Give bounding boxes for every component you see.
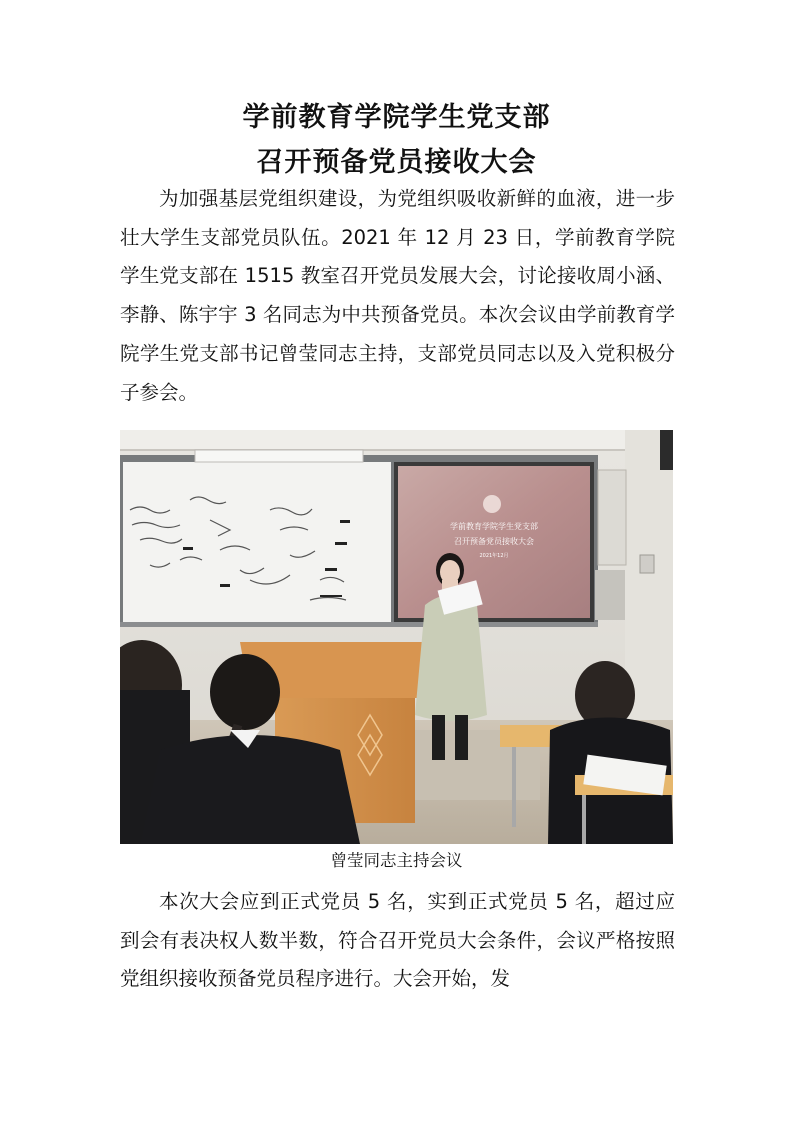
body-paragraph-2: 本次大会应到正式党员 5 名，实到正式党员 5 名，超过应到会有表决权人数半数，符合召开党员大会条件，会议严格按照党组织接收预备党员程序进行。大会开始，发: [120, 890, 675, 991]
meeting-photo: [120, 430, 673, 844]
screen-title-line-2: 召开预备党员接收大会: [454, 537, 534, 546]
screen-date: 2021年12月: [479, 553, 509, 559]
photo-caption: 曾莹同志主持会议: [330, 851, 463, 870]
document-title-line-2: 召开预备党员接收大会: [256, 147, 537, 178]
document-title-line-1: 学前教育学院学生党支部: [242, 102, 551, 133]
body-paragraph-1: 为加强基层党组织建设，为党组织吸收新鲜的血液，进一步壮大学生支部党员队伍。2021 年 12 月 23 日，学前教育学院学生党支部在 1515 教室召开党员发展大会，讨论接收周小涵、李静、陈宇宇 3 名同志为中共预备党员。本次会议由学前教育学院学生党支部书记曾莹同志主持，支部党员同志以及入党积极分子参会。: [120, 187, 675, 404]
screen-title-line-1: 学前教育学院学生党支部: [450, 522, 538, 531]
